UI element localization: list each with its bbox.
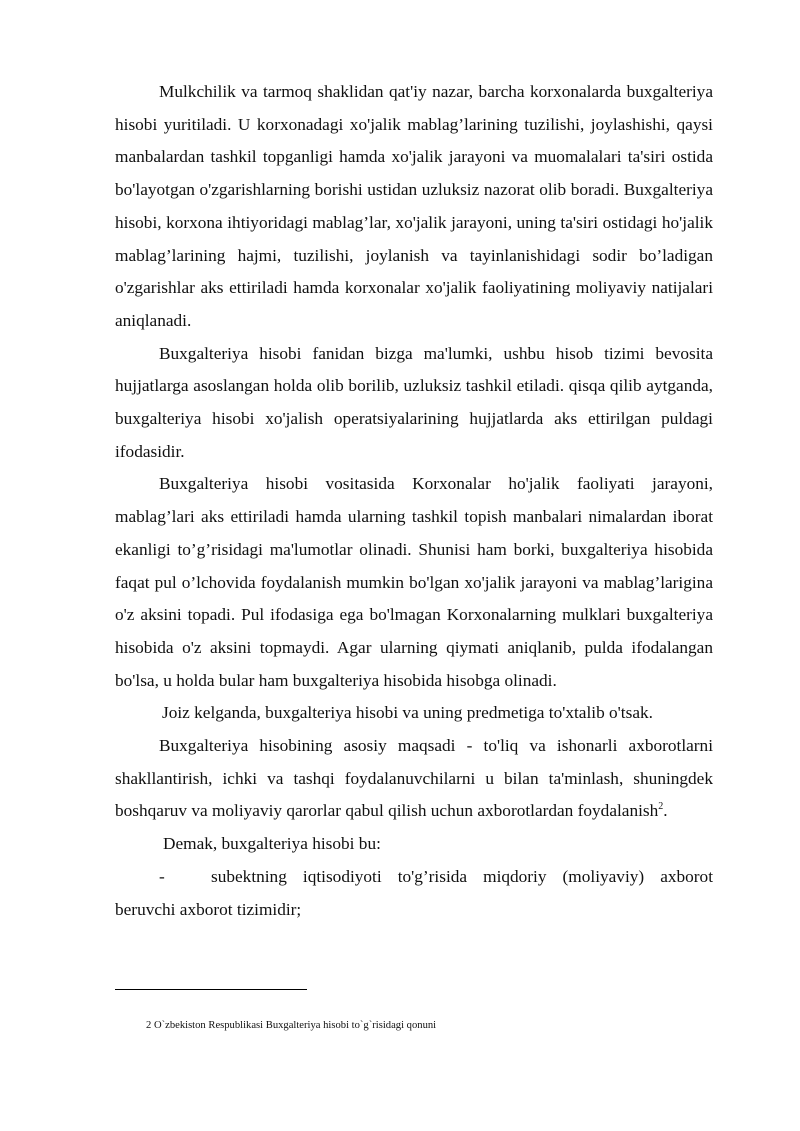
footnote-reference[interactable]: 2 — [658, 801, 664, 813]
paragraph-3: Buxgalteriya hisobi vositasida Korxonalar ho'jalik faoliyati jarayoni, mablag’lari aks ettiriladi hamda ularning tashkil topish manbalari nimalardan iborat ekanligi to’g’risidagi ma'lumotlar olinadi. Shunisi ham borki, buxgalteriya hisobida faqat pul o’lchovida foydalanish mumkin bo'lgan xo'jalik jarayoni va mablag’larigina o'z aksini topadi. Pul ifodasiga ega bo'lmagan Korxonalarning mulklari buxgalteriya hisobida o'z aksini topmaydi. Agar ularning qiymati aniqlanib, pulda ifodalangan bo'lsa, u holda bular ham buxgalteriya hisobida hisobga olinadi. — [115, 474, 713, 690]
list-item-text: subektning iqtisodiyoti to'g’risida miqdoriy (moliyaviy) axborot beruvchi axborot tizimidir; — [115, 866, 713, 919]
paragraph-5 — [115, 730, 713, 828]
paragraph-5-text: Buxgalteriya hisobining asosiy maqsadi - to'liq va ishonarli axborotlarni shakllantirish, ichki va tashqi foydalanuvchilarni u bilan ta'minlash, shuningdek boshqaruv va moliyaviy qarorlar qabul qilish uchun axborotlardan foydalanish — [115, 736, 713, 821]
paragraph-4: Joiz kelganda, buxgalteriya hisobi va uning predmetiga to'xtalib o'tsak. — [162, 703, 653, 723]
document-body — [115, 76, 713, 926]
footnote-separator — [115, 989, 307, 990]
list-dash: - — [159, 866, 165, 886]
paragraph-5-end: . — [663, 801, 668, 821]
list-item — [115, 861, 713, 926]
paragraph-6: Demak, buxgalteriya hisobi bu: — [163, 834, 381, 854]
paragraph-1: Mulkchilik va tarmoq shaklidan qat'iy nazar, barcha korxonalarda buxgalteriya hisobi yuritiladi. U korxonadagi xo'jalik mablag’larining tuzilishi, joylashishi, qaysi manbalardan tashkil topganligi hamda xo'jalik jarayoni va muomalalari ta'siri ostida bo'layotgan o'zgarishlarning borishi ustidan uzluksiz nazorat olib boradi. Buxgalteriya hisobi, korxona ihtiyoridagi mablag’lar, xo'jalik jarayoni, uning ta'siri ostidagi ho'jalik mablag’larining hajmi, tuzilishi, joylanish va tayinlanishidagi sodir bo’ladigan o'zgarishlar aks ettiriladi hamda korxonalar xo'jalik faoliyatining moliyaviy natijalari aniqlanadi. — [115, 82, 713, 330]
paragraph-2: Buxgalteriya hisobi fanidan bizga ma'lumki, ushbu hisob tizimi bevosita hujjatlarga asoslangan holda olib borilib, uzluksiz tashkil etiladi. qisqa qilib aytganda, buxgalteriya hisobi xo'jalish operatsiyalarining hujjatlarda aks ettirilgan puldagi ifodasidir. — [115, 343, 713, 461]
footnote-text: 2 O`zbekiston Respublikasi Buxgalteriya hisobi to`g`risidagi qonuni — [146, 1020, 437, 1031]
